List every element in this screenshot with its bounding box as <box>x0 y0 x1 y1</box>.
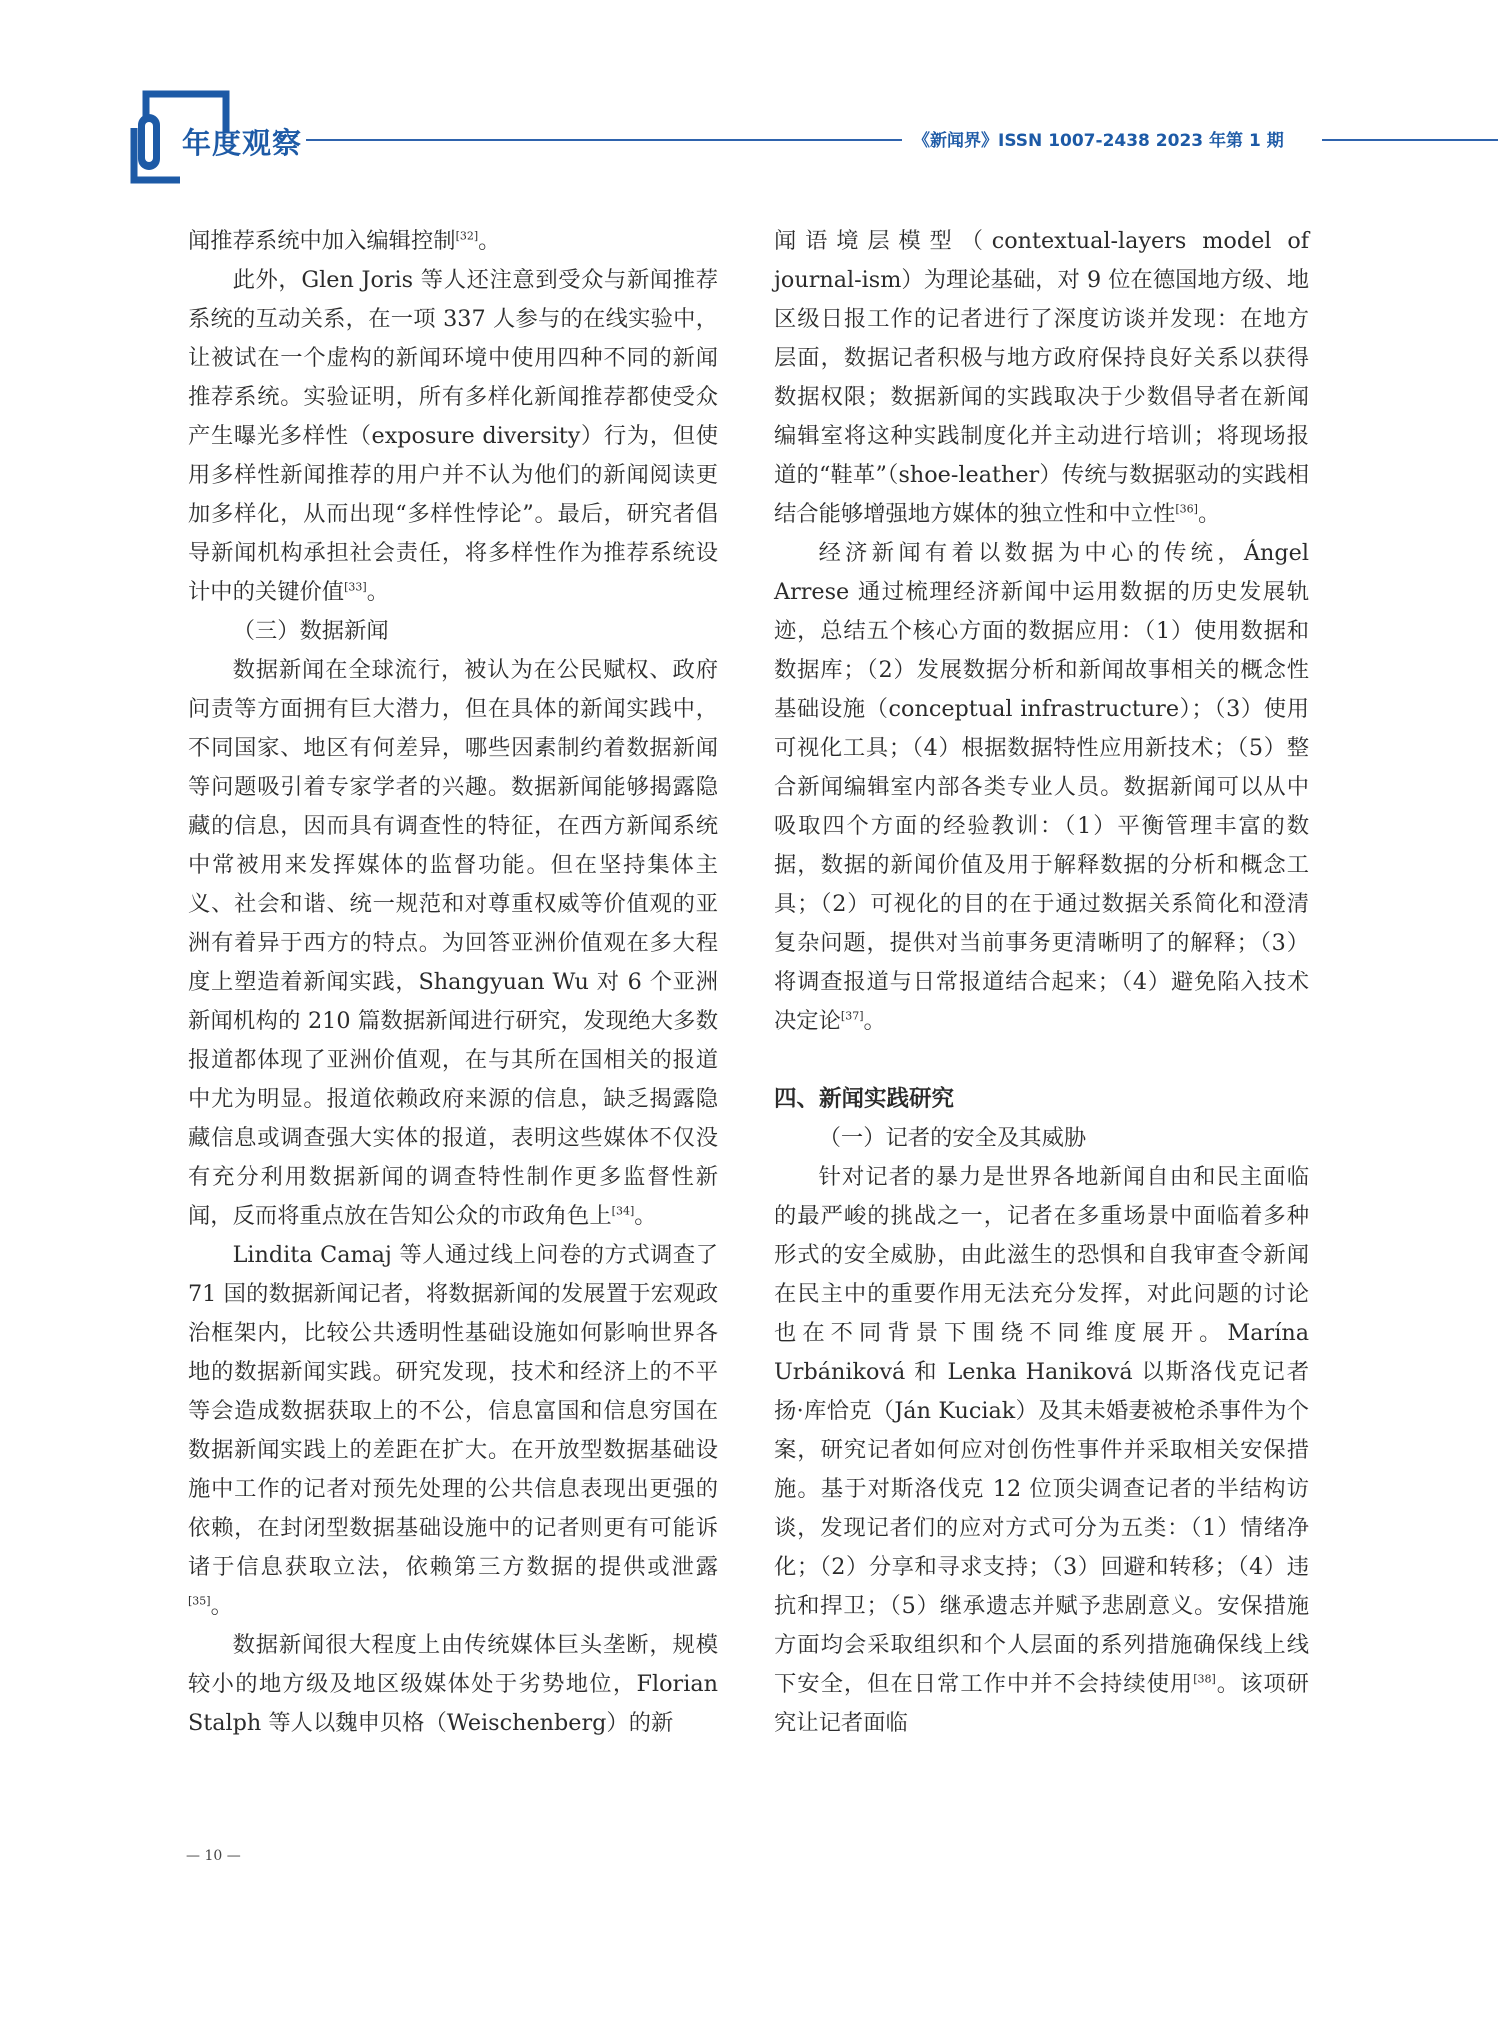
section-title: 年度观察 <box>182 126 303 160</box>
section-heading: 四、新闻实践研究 <box>774 1086 955 1112</box>
page-number: — 10 — <box>186 1848 241 1864</box>
subsection-heading: （三）数据新闻 <box>232 618 389 644</box>
paragraph: 数据新闻很大程度上由传统媒体巨头垄断，规模较小的地方级及地区级媒体处于劣势地位，Florian Stalph 等人以魏申贝格（Weischenberg）的新 <box>188 1632 718 1736</box>
right-column <box>774 222 1309 1743</box>
paragraph: 闻语境层模型（contextual-layers model of journal-ism）为理论基础，对 9 位在德国地方级、地区级日报工作的记者进行了深度访谈并发现：在地方层面，数据记者积极与地方政府保持良好关系以获得数据权限；数据新闻的实践取决于少数倡导者在新闻编辑室将这种实践制度化并主动进行培训；将现场报道的“鞋革”（shoe-leather）传统与数据驱动的实践相结合能够增强地方媒体的独立性和中立性[36]。 <box>774 228 1309 527</box>
paragraph: Lindita Camaj 等人通过线上问卷的方式调查了 71 国的数据新闻记者，将数据新闻的发展置于宏观政治框架内，比较公共透明性基础设施如何影响世界各地的数据新闻实践。研究发现，技术和经济上的不平等会造成数据获取上的不公，信息富国和信息穷国在数据新闻实践上的差距在扩大。在开放型数据基础设施中工作的记者对预先处理的公共信息表现出更强的依赖，在封闭型数据基础设施中的记者则更有可能诉诸于信息获取立法，依赖第三方数据的提供或泄露[35]。 <box>188 1242 718 1619</box>
paragraph: 数据新闻在全球流行，被认为在公民赋权、政府问责等方面拥有巨大潜力，但在具体的新闻实践中，不同国家、地区有何差异，哪些因素制约着数据新闻等问题吸引着专家学者的兴趣。数据新闻能够揭露隐藏的信息，因而具有调查性的特征，在西方新闻系统中常被用来发挥媒体的监督功能。但在坚持集体主义、社会和谐、统一规范和对尊重权威等价值观的亚洲有着异于西方的特点。为回答亚洲价值观在多大程度上塑造着新闻实践，Shangyuan Wu 对 6 个亚洲新闻机构的 210 篇数据新闻进行研究，发现绝大多数报道都体现了亚洲价值观，在与其所在国相关的报道中尤为明显。报道依赖政府来源的信息，缺乏揭露隐藏信息或调查强大实体的报道，表明这些媒体不仅没有充分利用数据新闻的调查特性制作更多监督性新闻，反而将重点放在告知公众的市政角色上[34]。 <box>188 657 718 1229</box>
citation: [38] <box>1193 1672 1216 1686</box>
citation: [35] <box>188 1594 211 1608</box>
citation: [33] <box>344 580 367 594</box>
citation: [34] <box>611 1204 635 1218</box>
header-rule-left <box>306 139 902 141</box>
paragraph: 经济新闻有着以数据为中心的传统，Ángel Arrese 通过梳理经济新闻中运用数据的历史发展轨迹，总结五个核心方面的数据应用：（1）使用数据和数据库；（2）发展数据分析和新闻故事相关的概念性基础设施（conceptual infrastructure）；（3）使用可视化工具；（4）根据数据特性应用新技术；（5）整合新闻编辑室内部各类专业人员。数据新闻可以从中吸取四个方面的经验教训：（1）平衡管理丰富的数据，数据的新闻价值及用于解释数据的分析和概念工具；（2）可视化的目的在于通过数据关系简化和澄清复杂问题，提供对当前事务更清晰明了的解释；（3）将调查报道与日常报道结合起来；（4）避免陷入技术决定论[37]。 <box>774 540 1309 1034</box>
paragraph: 闻推荐系统中加入编辑控制[32]。 <box>188 228 501 254</box>
paragraph: 针对记者的暴力是世界各地新闻自由和民主面临的最严峻的挑战之一，记者在多重场景中面临着多种形式的安全威胁，由此滋生的恐惧和自我审查令新闻在民主中的重要作用无法充分发挥，对此问题的讨论也在不同背景下围绕不同维度展开。Marína Urbániková 和 Lenka Haniková 以斯洛伐克记者扬·库恰克（Ján Kuciak）及其未婚妻被枪杀事件为个案，研究记者如何应对创伤性事件并采取相关安保措施。基于对斯洛伐克 12 位顶尖调查记者的半结构访谈，发现记者们的应对方式可分为五类：（1）情绪净化；（2）分享和寻求支持；（3）回避和转移；（4）违抗和捍卫；（5）继承遗志并赋予悲剧意义。安保措施方面均会采取组织和个人层面的系列措施确保线上线下安全，但在日常工作中并不会持续使用[38]。该项研究让记者面临 <box>774 1164 1309 1736</box>
left-column <box>188 222 718 1743</box>
citation: [37] <box>840 1009 864 1023</box>
subsection-heading: （一）记者的安全及其威胁 <box>818 1125 1087 1151</box>
journal-info: 《新闻界》ISSN 1007-2438 2023 年第 1 期 <box>913 131 1284 151</box>
citation: [32] <box>455 229 479 243</box>
citation: [36] <box>1175 502 1198 516</box>
header-rule-right <box>1322 139 1498 141</box>
paragraph: 此外，Glen Joris 等人还注意到受众与新闻推荐系统的互动关系，在一项 337 人参与的在线实验中，让被试在一个虚构的新闻环境中使用四种不同的新闻推荐系统。实验证明，所有多样化新闻推荐都使受众产生曝光多样性（exposure diversity）行为，但使用多样性新闻推荐的用户并不认为他们的新闻阅读更加多样化，从而出现“多样性悖论”。最后，研究者倡导新闻机构承担社会责任，将多样性作为推荐系统设计中的关键价值[33]。 <box>188 267 718 605</box>
